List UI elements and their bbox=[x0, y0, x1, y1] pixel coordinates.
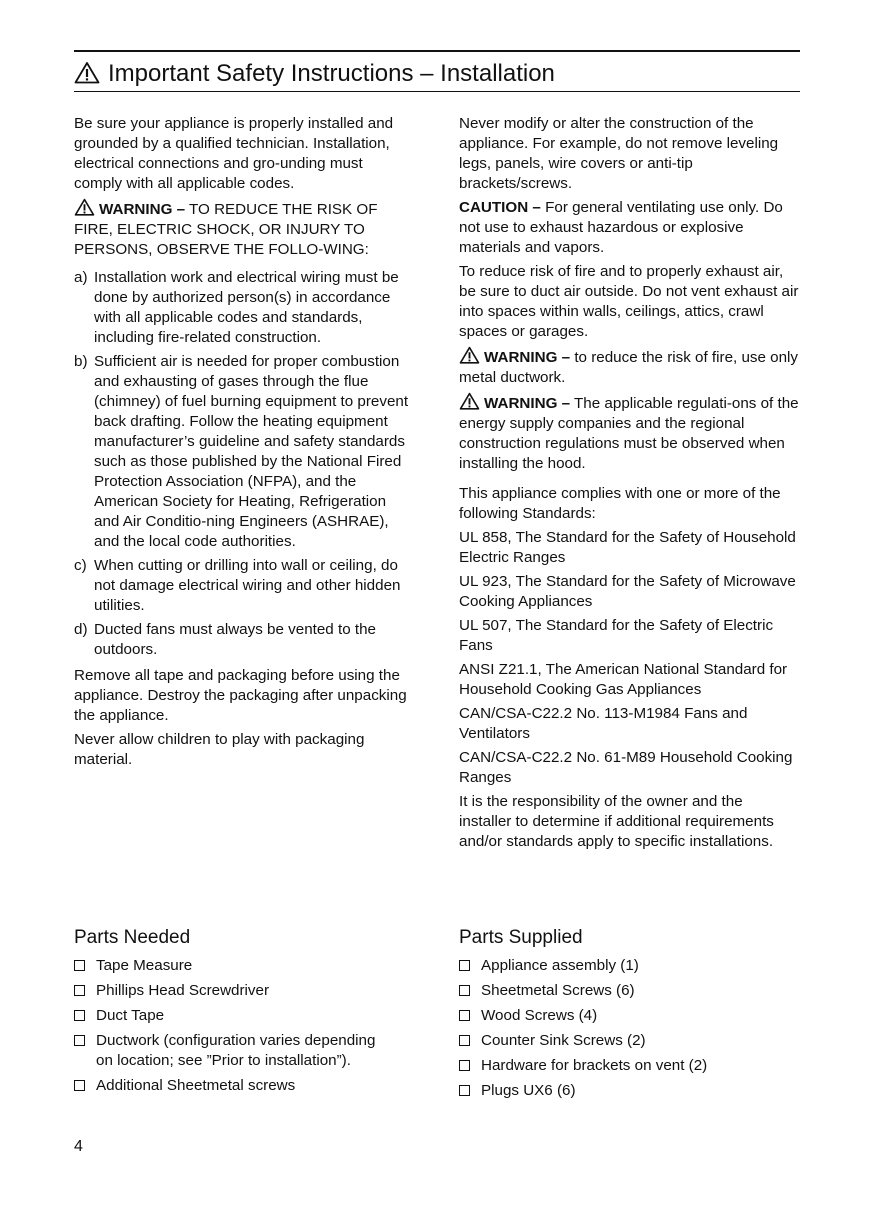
list-item-text: Installation work and electrical wiring must be done by authorized person(s) in accordance with all applicable codes and standards, including fire-related construction. bbox=[94, 269, 399, 346]
remove-tape-paragraph: Remove all tape and packaging before using the appliance. Destroy the packaging after unpacking the appliance. bbox=[74, 667, 407, 724]
checklist-item-text: Plugs UX6 (6) bbox=[481, 1082, 576, 1099]
checklist-item-text: Hardware for brackets on vent (2) bbox=[481, 1057, 708, 1074]
warning-text: to reduce the risk of fire, use only metal ductwork. bbox=[459, 349, 799, 386]
checklist-item bbox=[74, 1031, 434, 1071]
checkbox-icon bbox=[459, 1035, 470, 1046]
checkbox-icon bbox=[74, 960, 85, 971]
checklist-item bbox=[459, 981, 819, 1001]
list-item-marker: b) bbox=[74, 353, 88, 370]
warning-triangle-icon bbox=[459, 392, 480, 410]
warning-triangle-icon bbox=[74, 61, 100, 84]
list-item-marker: d) bbox=[74, 621, 88, 638]
checklist-item bbox=[459, 1031, 819, 1051]
checklist-item bbox=[74, 956, 434, 976]
responsibility-paragraph: It is the responsibility of the owner and the installer to determine if additional requirements and/or standards apply to specific installations. bbox=[459, 793, 774, 850]
standards-intro: This appliance complies with one or more of the following Standards: bbox=[459, 485, 781, 522]
left-column bbox=[74, 114, 414, 774]
checklist-item bbox=[459, 1056, 819, 1076]
list-item-text: Ducted fans must always be vented to the outdoors. bbox=[94, 621, 376, 658]
reduce-risk-paragraph: To reduce risk of fire and to properly exhaust air, be sure to duct air outside. Do not vent exhaust air into spaces within walls, ceilings, attics, crawl spaces or garages. bbox=[459, 263, 799, 340]
standard-item: CAN/CSA-C22.2 No. 113-M1984 Fans and Ventilators bbox=[459, 705, 748, 742]
caution-label: CAUTION – bbox=[459, 199, 541, 216]
parts-supplied-heading: Parts Supplied bbox=[459, 927, 583, 948]
checklist-item-text: Tape Measure bbox=[96, 957, 193, 974]
list-item bbox=[74, 352, 414, 552]
checklist-item-text: Sheetmetal Screws (6) bbox=[481, 982, 635, 999]
checkbox-icon bbox=[459, 960, 470, 971]
standard-item: UL 507, The Standard for the Safety of Electric Fans bbox=[459, 617, 774, 654]
list-item bbox=[74, 556, 414, 616]
header-top-rule bbox=[74, 50, 800, 52]
checklist-item-text: Wood Screws (4) bbox=[481, 1007, 598, 1024]
checklist-item-text: Ductwork (configuration varies depending on location; see ”Prior to installation”). bbox=[96, 1032, 376, 1069]
warning-triangle-icon bbox=[74, 198, 95, 216]
page-title-text: Important Safety Instructions – Installation bbox=[108, 60, 555, 87]
checklist-item-text: Duct Tape bbox=[96, 1007, 165, 1024]
standard-item: UL 858, The Standard for the Safety of Household Electric Ranges bbox=[459, 529, 796, 566]
caution-text: For general ventilating use only. Do not use to exhaust hazardous or explosive materials and vapors. bbox=[459, 199, 783, 256]
metal-ductwork-warning bbox=[459, 346, 799, 388]
checkbox-icon bbox=[74, 985, 85, 996]
warning-text: TO REDUCE THE RISK OF FIRE, ELECTRIC SHOCK, OR INJURY TO PERSONS, OBSERVE THE FOLLO-WING: bbox=[74, 201, 378, 258]
checkbox-icon bbox=[459, 985, 470, 996]
warning-label: WARNING – bbox=[99, 201, 186, 218]
list-item-marker: a) bbox=[74, 269, 88, 286]
checkbox-icon bbox=[459, 1060, 470, 1071]
list-item bbox=[74, 268, 414, 348]
checklist-item bbox=[74, 1076, 434, 1096]
parts-needed-heading: Parts Needed bbox=[74, 927, 191, 948]
warning-label: WARNING – bbox=[484, 395, 571, 412]
standard-item: UL 923, The Standard for the Safety of Microwave Cooking Appliances bbox=[459, 573, 796, 610]
regulations-warning bbox=[459, 392, 799, 474]
right-column bbox=[459, 114, 799, 856]
caution-paragraph bbox=[459, 198, 799, 258]
checkbox-icon bbox=[459, 1010, 470, 1021]
warning-text: The applicable regulati-ons of the energy supply companies and the regional construction regulations must be observed when installing the hood. bbox=[459, 395, 799, 472]
checklist-item bbox=[459, 1006, 819, 1026]
checkbox-icon bbox=[74, 1080, 85, 1091]
checkbox-icon bbox=[459, 1085, 470, 1096]
warning-paragraph bbox=[74, 198, 414, 260]
checklist-item-text: Appliance assembly (1) bbox=[481, 957, 639, 974]
checklist-item bbox=[459, 956, 819, 976]
checkbox-icon bbox=[74, 1010, 85, 1021]
checklist-item bbox=[74, 981, 434, 1001]
list-item bbox=[74, 620, 414, 660]
modify-paragraph: Never modify or alter the construction of the appliance. For example, do not remove leveling legs, panels, wire covers or anti-tip brackets/screws. bbox=[459, 115, 779, 192]
checklist-item-text: Phillips Head Screwdriver bbox=[96, 982, 270, 999]
header-bottom-rule bbox=[74, 91, 800, 92]
warning-triangle-icon bbox=[459, 346, 480, 364]
children-paragraph: Never allow children to play with packaging material. bbox=[74, 731, 365, 768]
parts-needed-list bbox=[74, 956, 434, 1096]
checkbox-icon bbox=[74, 1035, 85, 1046]
intro-paragraph: Be sure your appliance is properly installed and grounded by a qualified technician. Installation, electrical connections and gro-unding must comply with all applicable codes. bbox=[74, 115, 394, 192]
standard-item: ANSI Z21.1, The American National Standard for Household Cooking Gas Appliances bbox=[459, 661, 788, 698]
parts-supplied-list bbox=[459, 956, 819, 1101]
checklist-item-text: Additional Sheetmetal screws bbox=[96, 1077, 296, 1094]
standard-item: CAN/CSA-C22.2 No. 61-M89 Household Cooking Ranges bbox=[459, 749, 793, 786]
parts-supplied-section bbox=[459, 926, 819, 1106]
checklist-item bbox=[459, 1081, 819, 1101]
list-item-text: When cutting or drilling into wall or ceiling, do not damage electrical wiring and other hidden utilities. bbox=[94, 557, 401, 614]
page-title bbox=[74, 58, 555, 90]
parts-needed-section bbox=[74, 926, 434, 1101]
list-item-marker: c) bbox=[74, 557, 87, 574]
page-number: 4 bbox=[74, 1138, 83, 1155]
checklist-item-text: Counter Sink Screws (2) bbox=[481, 1032, 646, 1049]
list-item-text: Sufficient air is needed for proper combustion and exhausting of gases through the flue (chimney) of fuel burning equipment to prevent back drafting. Follow the heating equipment manufacturer’s guideline and safety standards such as those published by the National Fired Protection Association (NFPA), and the American Society for Heating, Refrigeration and Air Conditio-ning Engineers (ASHRAE), and the local code authorities. bbox=[94, 353, 409, 550]
instruction-list bbox=[74, 268, 414, 660]
warning-label: WARNING – bbox=[484, 349, 571, 366]
checklist-item bbox=[74, 1006, 434, 1026]
